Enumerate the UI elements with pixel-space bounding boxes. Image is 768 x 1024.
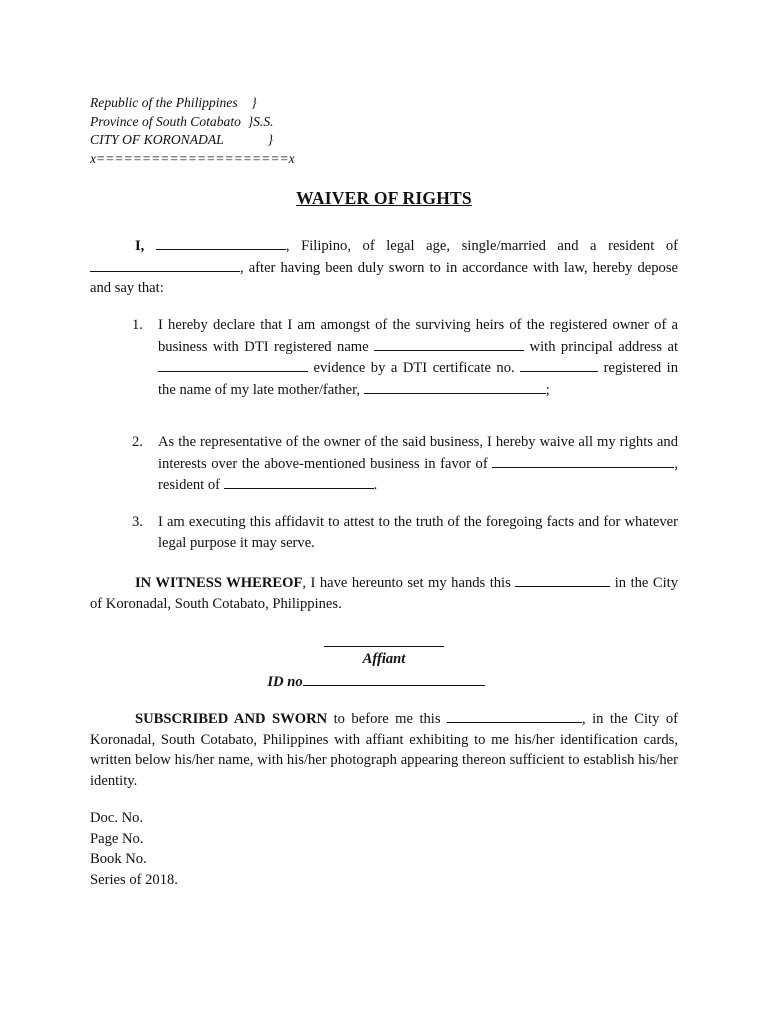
venue-header xyxy=(90,94,295,168)
document-title: WAIVER OF RIGHTS xyxy=(296,188,472,208)
sworn-paragraph xyxy=(90,708,678,791)
book-no: Book No. xyxy=(90,851,147,867)
name-blank xyxy=(156,235,286,250)
doc-no: Doc. No. xyxy=(90,810,144,826)
header-separator: x=====================x xyxy=(90,150,295,166)
list-item xyxy=(132,315,678,400)
list-text xyxy=(158,315,678,400)
list-number: 1. xyxy=(132,317,143,333)
item1-text-5: ; xyxy=(545,381,550,398)
favor-blank xyxy=(492,453,674,468)
list-item xyxy=(132,432,678,496)
witness-lead: IN WITNESS WHEREOF xyxy=(135,575,303,591)
series: Series of 2018. xyxy=(90,871,178,888)
header-province: Province of South Cotabato }S.S. xyxy=(90,113,274,129)
intro-paragraph xyxy=(90,235,678,299)
item1-text-2: with principal address at xyxy=(529,338,678,355)
page-no: Page No. xyxy=(90,830,144,847)
certificate-blank xyxy=(520,357,598,372)
item2-text-3: . xyxy=(373,477,378,493)
residence-blank xyxy=(90,257,240,272)
list-item xyxy=(132,512,678,553)
list-number: 2. xyxy=(132,434,143,450)
header-republic: Republic of the Philippines } xyxy=(90,95,257,110)
id-number-blank xyxy=(303,671,485,686)
sworn-lead: SUBSCRIBED AND SWORN xyxy=(135,711,328,727)
item2-text-2: , resident of xyxy=(158,455,678,493)
affiant-signature-blank xyxy=(324,632,444,647)
item1-text-4: registered in the name of my late mother/father, xyxy=(158,360,678,398)
notarial-footer xyxy=(90,808,178,890)
sworn-text-2: , in the City of Koronadal, South Cotabato, Philippines with affiant exhibiting to me his/her identification cards, written below his/her name, with his/her photograph appearing thereon sufficient to establish his/her identity. xyxy=(90,711,678,789)
affiant-label: Affiant xyxy=(362,651,406,667)
witness-paragraph xyxy=(90,572,678,614)
dti-name-blank xyxy=(374,336,524,351)
date-blank xyxy=(515,572,610,587)
resident-blank xyxy=(224,474,374,489)
item1-text-3: evidence by a DTI certificate no. xyxy=(313,360,515,376)
item1-text-1: I hereby declare that I am amongst of the surviving heirs of the registered owner of a business with DTI registered name xyxy=(158,317,678,355)
witness-text-1: , I have hereunto set my hands this xyxy=(302,575,511,591)
item2-text-1: As the representative of the owner of the said business, I hereby waive all my rights and interests over the above-mentioned business in favor of xyxy=(158,434,678,472)
intro-text-1: , Filipino, of legal age, single/married and a resident of xyxy=(285,238,678,254)
sworn-text-1: to before me this xyxy=(333,711,441,727)
header-city: CITY OF KORONADAL } xyxy=(90,132,274,147)
id-label: ID no xyxy=(267,674,303,690)
list-number: 3. xyxy=(132,514,143,530)
signature-line xyxy=(0,632,768,652)
sworn-date-blank xyxy=(447,708,582,723)
parent-name-blank xyxy=(364,379,546,394)
intro-text-2: , after having been duly sworn to in accordance with law, hereby depose and say that: xyxy=(90,259,678,296)
address-blank xyxy=(158,357,308,372)
list-text xyxy=(158,432,678,496)
witness-text-2: in the City of Koronadal, South Cotabato, Philippines. xyxy=(90,575,679,612)
intro-lead: I, xyxy=(135,238,145,254)
list-text: I am executing this affidavit to attest to the truth of the foregoing facts and for whatever legal purpose it may serve. xyxy=(158,514,678,551)
id-number-line xyxy=(0,671,760,691)
